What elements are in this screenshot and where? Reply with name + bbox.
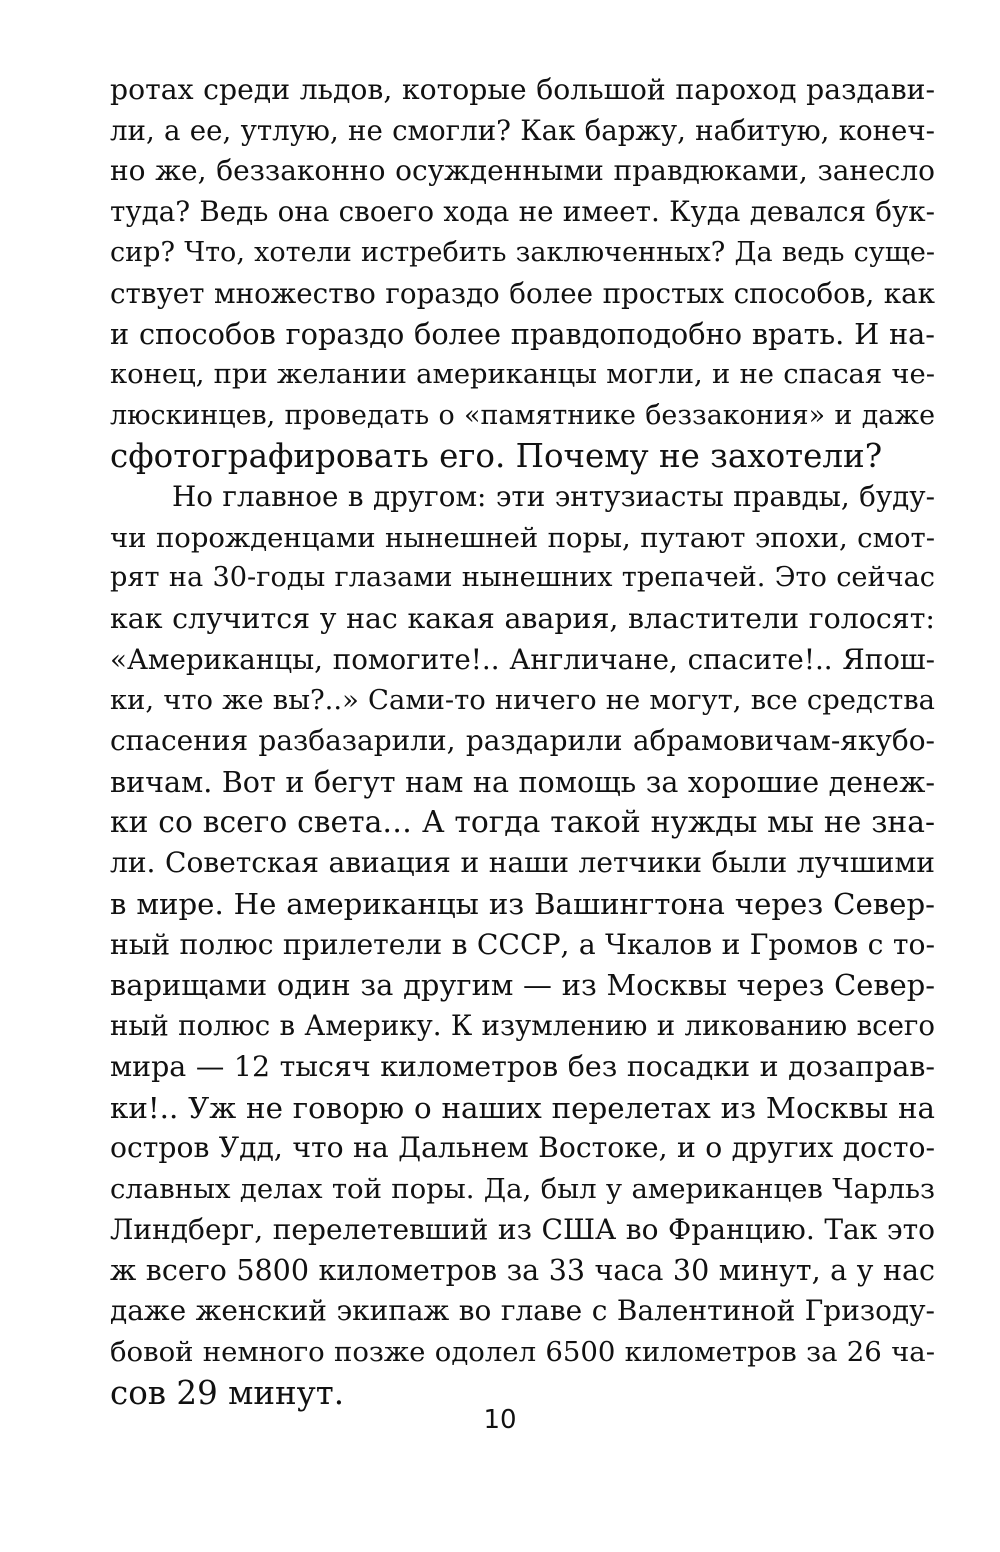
text-line: ный полюс в Америку. К изумлению и ликованию всего — [110, 1009, 935, 1043]
text-line: ки, что же вы?..» Сами-то ничего не могут, все средства — [110, 684, 935, 716]
text-line: бовой немного позже одолел 6500 километров за 26 ча- — [110, 1335, 935, 1368]
text-line: варищами один за другим — из Москвы через Север- — [110, 968, 935, 1003]
text-line: конец, при желании американцы могли, и не спасая че- — [110, 358, 935, 390]
text-line: туда? Ведь она своего хода не имеет. Куда девался бук- — [110, 195, 935, 229]
text-line: в мире. Не американцы из Вашингтона через Север- — [110, 887, 935, 922]
text-line: ки!.. Уж не говорю о наших перелетах из Москвы на — [110, 1090, 935, 1125]
text-line: сфотографировать его. Почему не захотели? — [110, 437, 883, 476]
text-line: славных делах той поры. Да, был у американцев Чарльз — [110, 1172, 935, 1205]
text-line: ротах среди льдов, которые большой пароход раздави- — [110, 73, 935, 106]
page-text — [110, 70, 935, 1413]
text-line: остров Удд, что на Дальнем Востоке, и о других досто- — [110, 1131, 935, 1165]
text-line: спасения разбазарили, раздарили абрамовичам-якубо- — [110, 724, 935, 758]
text-line: и способов гораздо более правдоподобно врать. И на- — [110, 317, 935, 352]
text-line: Линдберг, перелетевший из США во Францию. Так это — [110, 1212, 935, 1246]
text-line: ствует множество гораздо более простых способов, как — [110, 276, 935, 310]
paragraph-2 — [110, 477, 935, 1413]
text-line: но же, беззаконно осужденными правдюками, занесло — [110, 154, 935, 188]
text-line: ли, а ее, утлую, не смогли? Как баржу, набитую, конеч- — [110, 113, 935, 147]
text-line: вичам. Вот и бегут нам на помощь за хорошие денеж- — [110, 764, 935, 799]
text-line: люскинцев, проведать о «памятнике беззакония» и даже — [110, 399, 935, 431]
text-line: чи порожденцами нынешней поры, путают эпохи, смот- — [110, 521, 935, 554]
text-line: рят на 30-годы глазами нынешних трепачей. Это сейчас — [110, 562, 935, 594]
text-line: ли. Советская авиация и наши летчики были лучшими — [110, 846, 935, 880]
text-line: как случится у нас какая авария, властители голосят: — [110, 602, 935, 636]
paragraph-1 — [110, 70, 935, 477]
text-line: ки со всего света… А тогда такой нужды мы не зна- — [110, 804, 935, 840]
text-line: даже женский экипаж во главе с Валентиной Гризоду- — [110, 1294, 935, 1328]
text-line: ный полюс прилетели в СССР, а Чкалов и Громов с то- — [110, 927, 935, 961]
text-line: «Американцы, помогите!.. Англичане, спасите!.. Япош- — [110, 642, 935, 676]
text-line: Но главное в другом: эти энтузиасты правды, буду- — [172, 480, 935, 514]
text-line: мира — 12 тысяч километров без посадки и дозаправ- — [110, 1049, 935, 1083]
text-line: ж всего 5800 километров за 33 часа 30 минут, а у нас — [110, 1253, 935, 1288]
text-line: сир? Что, хотели истребить заключенных? Да ведь суще- — [110, 236, 935, 268]
text-line: сов 29 минут. — [110, 1373, 345, 1412]
page-number: 10 — [483, 1405, 517, 1435]
